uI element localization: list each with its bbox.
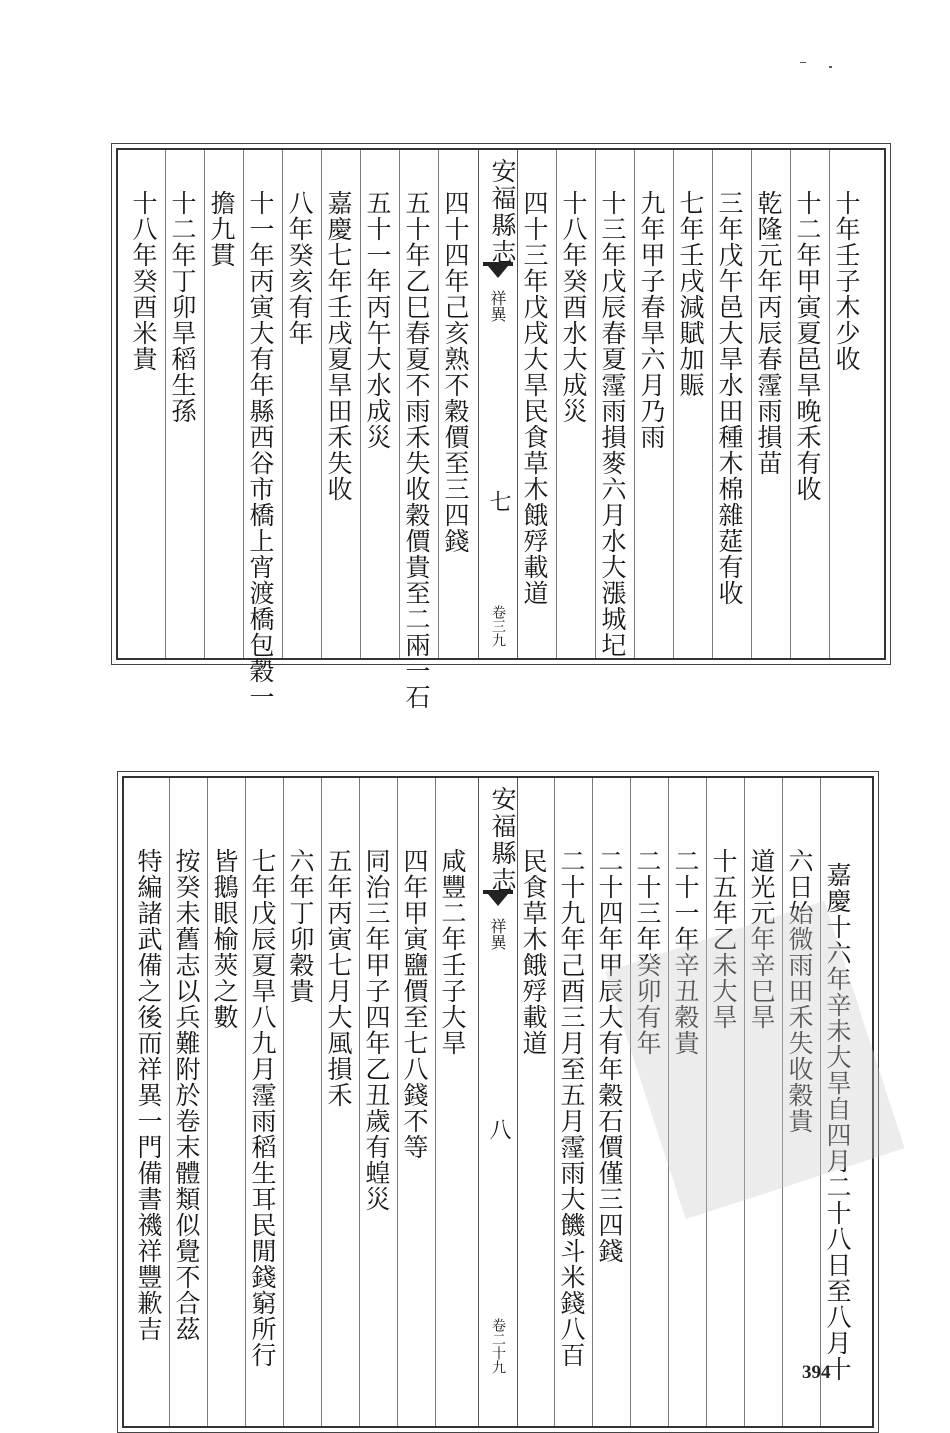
column-rule — [207, 778, 208, 1426]
juan-number: 卷三九 — [490, 605, 506, 647]
lower-page — [122, 776, 874, 1428]
column-rule — [706, 778, 707, 1426]
fish-tail-mark — [483, 262, 513, 288]
text-column: 十八年癸酉水大成災 — [559, 190, 588, 424]
column-rule — [359, 778, 360, 1426]
column-rule — [554, 778, 555, 1426]
text-column: 乾隆元年丙辰春霪雨損苗 — [754, 190, 783, 476]
column-rule — [630, 778, 631, 1426]
text-column: 特編諸武備之後而祥異一門備書禨祥豐歉吉 — [134, 848, 163, 1342]
column-rule — [744, 778, 745, 1426]
column-rule — [592, 778, 593, 1426]
text-column: 五十年乙巳春夏不雨禾失收穀價貴至二兩一石 — [402, 190, 431, 710]
juan-number: 卷二十九 — [490, 1318, 506, 1374]
leaf-number: 七 — [486, 490, 511, 512]
text-column: 七年戊辰夏旱八九月霪雨稻生耳民閒錢窮所行 — [248, 848, 277, 1368]
book-title: 安福縣志 — [488, 158, 517, 266]
text-column: 五年丙寅七月大風損禾 — [324, 848, 353, 1108]
text-column: 九年甲子春旱六月乃雨 — [637, 190, 666, 450]
fish-tail-mark — [483, 890, 513, 916]
text-column: 嘉慶十六年辛未大旱自四月二十八日至八月十 — [823, 862, 852, 1382]
column-rule — [204, 150, 205, 658]
text-column: 十三年戊辰春夏霪雨損麥六月水大漲城圮 — [598, 190, 627, 658]
column-rule — [435, 778, 436, 1426]
text-column: 三年戊午邑大旱水田種木棉雜莚有收 — [715, 190, 744, 606]
text-column: 四十三年戊戌大旱民食草木餓殍載道 — [520, 190, 549, 606]
column-rule — [282, 150, 283, 658]
column-rule — [712, 150, 713, 658]
column-rule — [595, 150, 596, 658]
text-column: 擔九貫 — [207, 190, 236, 268]
text-column: 六日始微雨田禾失收穀貴 — [785, 848, 814, 1134]
text-column: 二十九年己酉三月至五月霪雨大饑斗米錢八百 — [557, 848, 586, 1368]
column-rule — [556, 150, 557, 658]
book-title: 安福縣志 — [488, 786, 517, 894]
column-rule — [399, 150, 400, 658]
upper-page — [116, 148, 886, 710]
text-column: 四十四年己亥熟不穀價至三四錢 — [441, 190, 470, 554]
text-column: 十年壬子木少收 — [832, 190, 861, 372]
leaf-number: 八 — [486, 1118, 511, 1140]
column-rule — [673, 150, 674, 658]
column-rule — [245, 778, 246, 1426]
text-column: 七年壬戌減賦加賑 — [676, 190, 705, 398]
column-rule — [438, 150, 439, 658]
column-rule — [321, 778, 322, 1426]
text-column: 十八年癸酉米貴 — [129, 190, 158, 372]
text-column: 十二年丁卯旱稻生孫 — [168, 190, 197, 424]
text-column: 十五年乙未大旱 — [709, 848, 738, 1030]
column-rule — [668, 778, 669, 1426]
column-rule — [829, 150, 830, 658]
center-fold — [478, 150, 518, 658]
text-column: 六年丁卯穀貴 — [286, 848, 315, 1004]
page-number: 394 — [802, 1362, 831, 1383]
column-rule — [751, 150, 752, 658]
column-rule — [283, 778, 284, 1426]
text-column: 同治三年甲子四年乙丑歲有蝗災 — [362, 848, 391, 1212]
column-rule — [243, 150, 244, 658]
column-rule — [165, 150, 166, 658]
section-name: 祥異 — [488, 290, 507, 322]
text-column: 二十一年辛丑穀貴 — [671, 848, 700, 1056]
center-fold — [478, 778, 518, 1426]
text-column: 按癸未舊志以兵難附於卷末體類似覺不合茲 — [172, 848, 201, 1342]
text-column: 皆鵝眼榆莢之數 — [210, 848, 239, 1030]
column-rule — [360, 150, 361, 658]
column-rule — [782, 778, 783, 1426]
column-rule — [397, 778, 398, 1426]
column-rule — [634, 150, 635, 658]
column-rule — [790, 150, 791, 658]
text-column: 十一年丙寅大有年縣西谷市橋上宵渡橋包穀一 — [246, 190, 275, 710]
text-column: 民食草木餓殍載道 — [519, 848, 548, 1056]
text-column: 八年癸亥有年 — [285, 190, 314, 346]
column-rule — [169, 778, 170, 1426]
text-column: 咸豐二年壬子大旱 — [438, 848, 467, 1056]
column-rule — [820, 778, 821, 1426]
text-column: 四年甲寅鹽價至七八錢不等 — [400, 848, 429, 1160]
text-column: 道光元年辛巳旱 — [747, 848, 776, 1030]
ink-speck — [829, 66, 832, 68]
text-column: 二十三年癸卯有年 — [633, 848, 662, 1056]
ink-speck — [800, 62, 806, 63]
text-column: 二十四年甲辰大有年穀石價僅三四錢 — [595, 848, 624, 1264]
text-column: 十二年甲寅夏邑旱晚禾有收 — [793, 190, 822, 502]
column-rule — [321, 150, 322, 658]
text-column: 嘉慶七年壬戌夏旱田禾失收 — [324, 190, 353, 502]
section-name: 祥異 — [488, 918, 507, 950]
text-column: 五十一年丙午大水成災 — [363, 190, 392, 450]
